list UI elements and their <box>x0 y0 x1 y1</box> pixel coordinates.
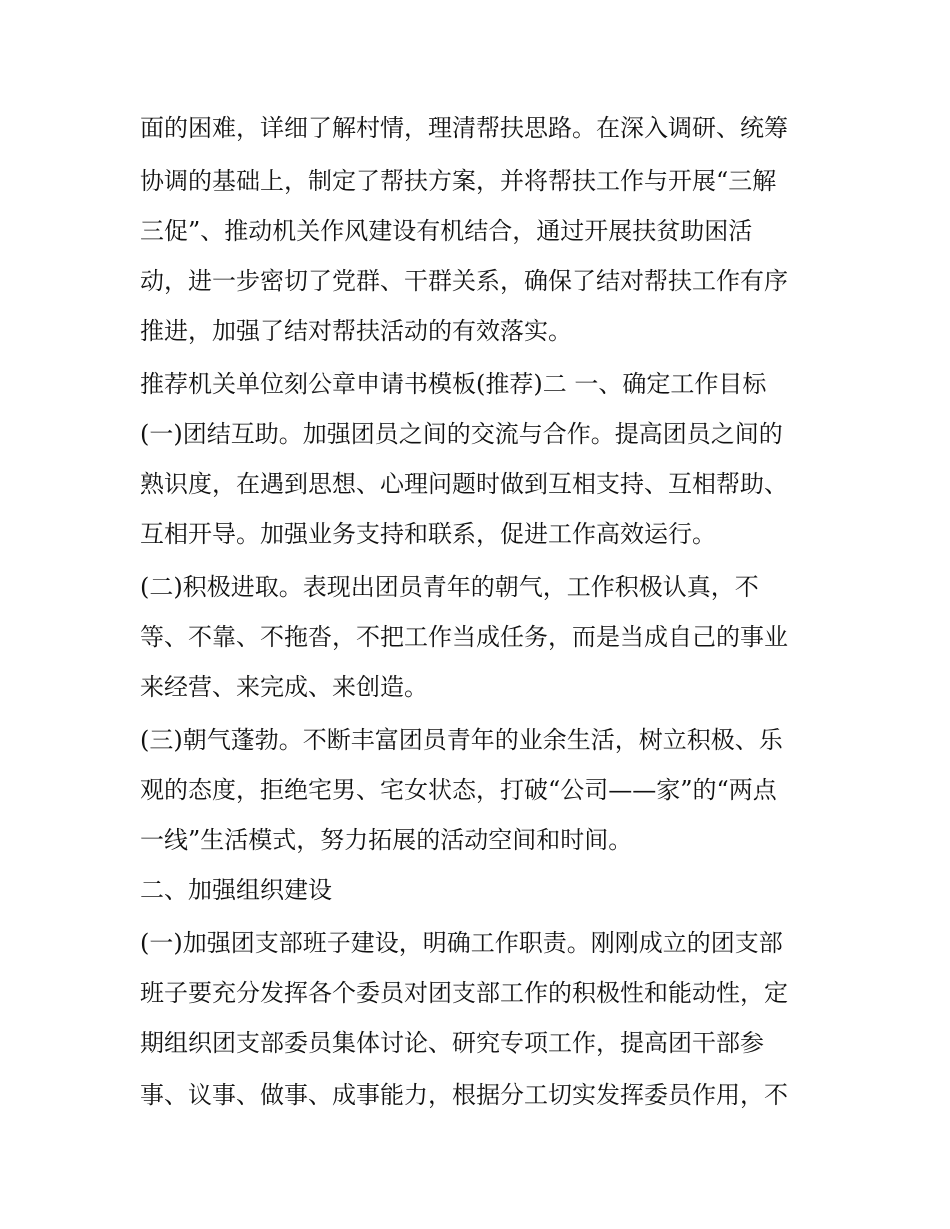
text-line: (三)朝气蓬勃。不断丰富团员青年的业余生活，树立积极、乐 <box>140 726 783 754</box>
text-line: (一)加强团支部班子建设，明确工作职责。刚刚成立的团支部 <box>140 929 783 957</box>
text-line: 来经营、来完成、来创造。 <box>140 673 428 701</box>
text-line: 事、议事、做事、成事能力，根据分工切实发挥委员作用，不 <box>140 1081 788 1109</box>
text-line: 期组织团支部委员集体讨论、研究专项工作，提高团干部参 <box>140 1029 764 1057</box>
text-line: 互相开导。加强业务支持和联系，促进工作高效运行。 <box>140 520 716 548</box>
text-line: (一)团结互助。加强团员之间的交流与合作。提高团员之间的 <box>140 420 783 448</box>
text-line: 一线”生活模式，努力拓展的活动空间和时间。 <box>140 826 633 854</box>
text-line: 动，进一步密切了党群、干群关系，确保了结对帮扶工作有序 <box>140 267 788 295</box>
section-title: 推荐机关单位刻公章申请书模板(推荐)二 一、确定工作目标 <box>140 370 767 398</box>
text-line: 等、不靠、不拖沓，不把工作当成任务，而是当成自己的事业 <box>140 623 788 651</box>
text-line: 协调的基础上，制定了帮扶方案，并将帮扶工作与开展“三解 <box>140 167 777 195</box>
section-heading: 二、加强组织建设 <box>140 876 332 904</box>
text-line: (二)积极进取。表现出团员青年的朝气，工作积极认真，不 <box>140 573 759 601</box>
text-line: 面的困难，详细了解村情，理清帮扶思路。在深入调研、统筹 <box>140 114 788 142</box>
text-line: 熟识度，在遇到思想、心理问题时做到互相支持、互相帮助、 <box>140 470 788 498</box>
text-line: 班子要充分发挥各个委员对团支部工作的积极性和能动性，定 <box>140 979 788 1007</box>
text-line: 推进，加强了结对帮扶活动的有效落实。 <box>140 317 572 345</box>
text-line: 三促”、推动机关作风建设有机结合，通过开展扶贫助困活 <box>140 217 753 245</box>
text-line: 观的态度，拒绝宅男、宅女状态，打破“公司——家”的“两点 <box>140 776 777 804</box>
